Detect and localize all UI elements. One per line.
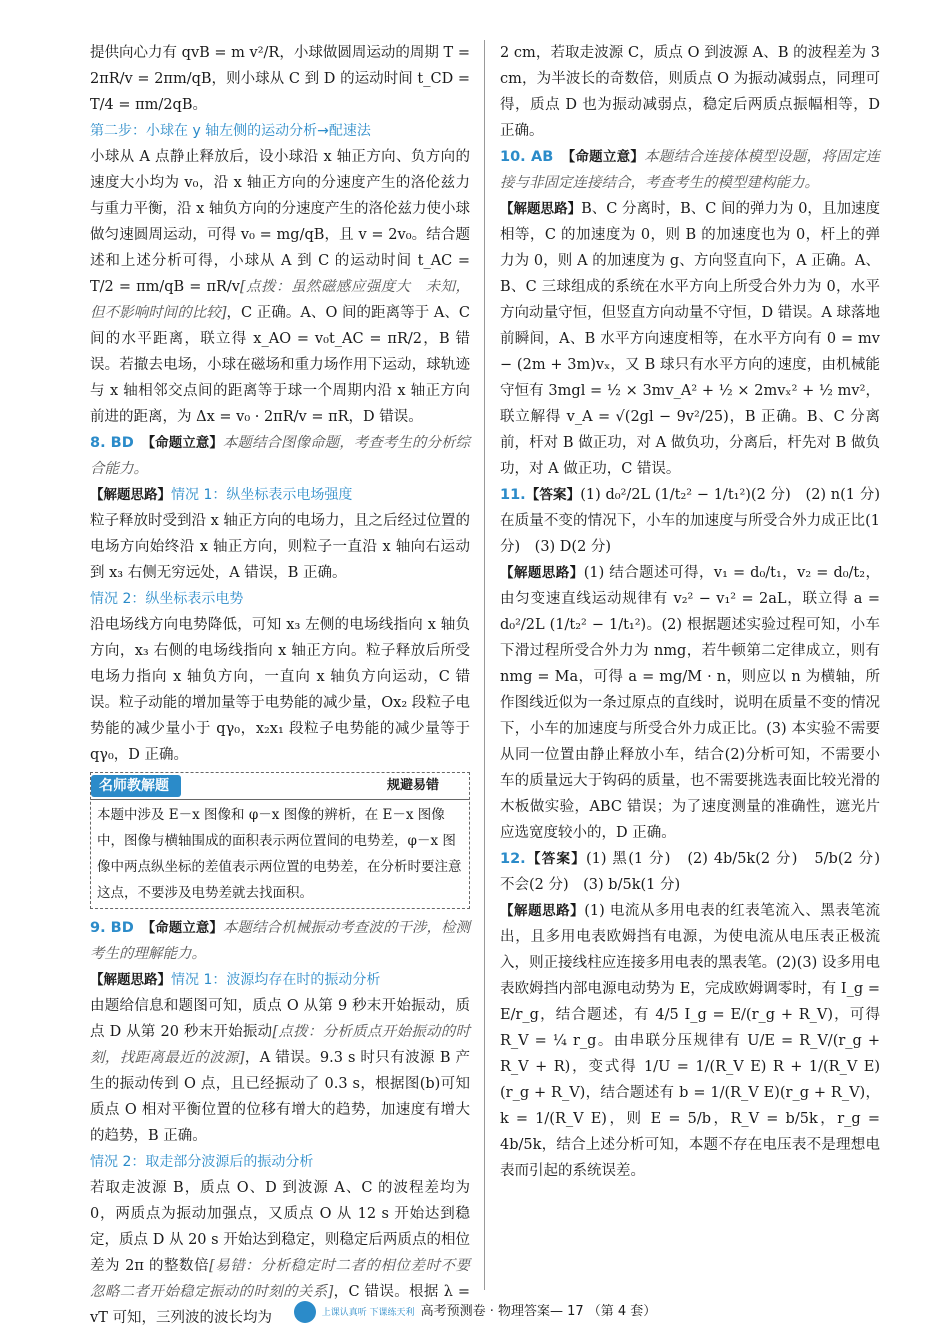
question-number: 11. (500, 487, 526, 503)
question-10-header (500, 144, 880, 196)
answer-text: (1) 黑(1 分) (2) 4b/5k(2 分) 5/b(2 分) 不会(2 分) (3) b/5k(1 分) (500, 851, 895, 893)
hint-note: [易错：分析稳定时二者的相位差时不要忽略二者开始稳定振动的时刻的关系] (90, 1258, 470, 1300)
question-12-answer (500, 846, 895, 898)
paragraph (500, 898, 880, 1184)
hint-note: [点拨：虽然磁感应强度大 未知，但不影响时间的比较] (90, 279, 470, 321)
brand-slogan: 上课认真听 下课练天利 (321, 1308, 415, 1318)
question-number: 8. BD (90, 435, 134, 451)
text: 由题给信息和题图可知，质点 O 从第 9 秒末开始振动，质点 D 从第 20 秒末开始振动 (90, 998, 470, 1040)
intent-tag: 【命题立意】 (568, 149, 645, 165)
idea-tag: 【解题思路】 (90, 972, 171, 988)
text: ，C 正确。A、O 间的距离等于 A、C 间的水平距离，联立得 x_AO = v₀t_AC = πR/2，B 错误。若撤去电场，小球在磁场和重力场作用下运动，球轨迹与 x 轴相邻交点间的距离等于球一个周期内沿 x 轴正方向前进的距离，为 Δx = v₀ · 2πR/v = πR，D 错误。 (90, 305, 470, 425)
paragraph: 2 cm，若取走波源 C，质点 O 到波源 A、B 的波程差为 3 cm，为半波长的奇数倍，则质点 O 为振动减弱点，同理可得，质点 D 也为振动减弱点，稳定后两质点振幅相等，D 正确。 (500, 45, 880, 139)
page-footer (0, 1300, 950, 1323)
case-heading: 情况 1：纵坐标表示电场强度 (171, 487, 353, 503)
idea-tag: 【解题思路】 (500, 201, 582, 217)
paragraph (500, 196, 880, 482)
idea-tag: 【解题思路】 (90, 487, 171, 503)
footer-text: 高考预测卷 · 物理答案— 17 （第 4 套） (420, 1304, 657, 1319)
question-number: 10. AB (500, 149, 554, 165)
column-divider (484, 40, 485, 1290)
tip-box-header (91, 773, 469, 800)
idea-tag: 【解题思路】 (500, 565, 584, 581)
text: B、C 分离时，B、C 间的弹力为 0，且加速度相等，C 的加速度为 0，则 B 的加速度也为 0，杆上的弹力为 0，则 A 的加速度为 g、方向竖直向下，A 正确。A、B、C 三球组成的系统在水平方向上所受合外力为 0，水平方向动量守恒，但竖直方向动量不守恒，D 错误。A 球落地前瞬间，A、B 水平方向速度相等，在水平方向有 0 = mv − (2m + 3m)vₓ，又 B 球只有水平方向的速度，由机械能守恒有 3mgl = ½ × 3mv_A² + ½ × 2mvₓ² + ½ mv²，联立解得 v_A = √(2gl − 9v²/25)，B 正确。B、C 分离前，杆对 B 做正功，对 A 做负功，分离后，杆先对 B 做负功，对 A 做正功，C 错误。 (500, 201, 881, 477)
right-column (500, 40, 895, 1184)
answer-tag: 【答案】 (525, 487, 581, 503)
paragraph: 沿电场线方向电势降低，可知 x₃ 左侧的电场线指向 x 轴负方向，x₃ 右侧的电场线指向 x 轴正方向。粒子释放后所受电场力指向 x 轴负方向，一直向 x 轴负方向运动，C 错误。粒子动能的增加量等于电势能的减少量，Ox₂ 段粒子电势能的减少量小于 qγ₀，x₂x₁ 段粒子电势能的减少量等于 qγ₀，D 正确。 (90, 617, 470, 763)
tip-box-subtitle: 规避易错 (386, 778, 439, 793)
answer-text: (1) d₀²/2L (1/t₂² − 1/t₁²)(2 分) (2) n(1 分) 在质量不变的情况下，小车的加速度与所受合外力成正比(1 分) (3) D(2 分) (500, 487, 895, 555)
left-column (90, 40, 470, 1331)
intent-text: 本题结合连接体模型设题，将固定连接与非固定连接结合，考查考生的模型建构能力。 (500, 149, 881, 191)
solution-line (90, 967, 470, 993)
paragraph (90, 993, 470, 1149)
answer-tag: 【答案】 (525, 851, 587, 867)
step-heading: 第二步：小球在 y 轴左侧的运动分析→配速法 (90, 123, 371, 139)
question-11-answer (500, 482, 895, 560)
case-heading: 情况 2：取走部分波源后的振动分析 (90, 1154, 314, 1170)
text: 小球从 A 点静止释放后，设小球沿 x 轴正方向、负方向的速度大小均为 v₀，沿 x 轴正方向的分速度产生的洛伦兹力与重力平衡，沿 x 轴负方向的分速度产生的洛伦兹力使小球做匀速圆周运动，可得 v₀ = mg/qB，且 v = 2v₀。结合题述和上述分析可得，小球从 A 到 C 的运动时间 t_AC = T/2 = πm/qB = πR/v (90, 149, 470, 295)
intent-tag: 【命题立意】 (148, 920, 223, 936)
intent-text: 本题结合机械振动考查波的干涉，检测考生的理解能力。 (90, 920, 471, 962)
intent-tag: 【命题立意】 (148, 435, 223, 451)
teacher-tip-box (90, 772, 470, 909)
text: ，C 错误。根据 λ = vT 可知，三列波的波长均为 (90, 1284, 471, 1326)
paragraph: 提供向心力有 qvB = m v²/R，小球做圆周运动的周期 T = 2πR/v = 2πm/qB，则小球从 C 到 D 的运动时间 t_CD = T/4 = πm/2qB。 (90, 45, 470, 113)
paragraph (90, 144, 470, 430)
tip-box-body: 本题中涉及 E－x 图像和 φ－x 图像的辨析，在 E－x 图像中，图像与横轴围成的面积表示两位置间的电势差，φ－x 图像中两点纵坐标的差值表示两位置的电势差，在分析时要注意这点，不要涉及电势差就去找面积。 (97, 807, 462, 901)
case-heading: 情况 2：纵坐标表示电势 (90, 591, 244, 607)
tip-box-title: 名师教解题 (91, 775, 181, 797)
intent-text: 本题结合图像命题，考查考生的分析综合能力。 (90, 435, 471, 477)
brand-logo-icon (294, 1301, 316, 1323)
text: ，A 错误。9.3 s 时只有波源 B 产生的振动传到 O 点，且已经振动了 0.3 s，根据图(b)可知质点 O 相对平衡位置的位移有增大的趋势，加速度有增大的趋势，B 正确。 (90, 1050, 470, 1144)
question-number: 12. (500, 851, 526, 867)
question-9-header (90, 915, 470, 967)
solution-line (90, 482, 470, 508)
paragraph: 粒子释放时受到沿 x 轴正方向的电场力，且之后经过位置的电场方向始终沿 x 轴正方向，则粒子一直沿 x 轴向右运动到 x₃ 右侧无穷远处，A 错误，B 正确。 (90, 513, 470, 581)
hint-note: [点拨：分析质点开始振动的时刻，找距离最近的波源] (90, 1024, 471, 1066)
paragraph (500, 560, 880, 846)
text: (1) 结合题述可得，v₁ = d₀/t₁，v₂ = d₀/t₂，由匀变速直线运动规律有 v₂² − v₁² = 2aL，联立得 a = d₀²/2L (1/t₂² − 1/t₁²)。(2) 根据题述实验过程可知，小车下滑过程所受合外力为 nmg，若牛顿第二定律成立，则有 nmg = Ma，可得 a = mg/M · n，则应以 n 为横轴，所作图线近似为一条过原点的直线时，说明在质量不变的情况下，小车的加速度与所受合外力成正比。(3) 本实验不需要从同一位置由静止释放小车，结合(2)分析可知，不需要小车的质量远大于钩码的质量，也不需要挑选表面比较光滑的木板做实验，ABC 错误；为了速度测量的准确性，遮光片应选宽度较小的，D 正确。 (500, 565, 881, 841)
case-heading: 情况 1：波源均存在时的振动分析 (171, 972, 381, 988)
question-number: 9. BD (90, 920, 134, 936)
text: 若取走波源 B，质点 O、D 到波源 A、C 的波程差均为 0，两质点为振动加强点，又质点 O 从 12 s 开始达到稳定，质点 D 从 20 s 开始达到稳定，则稳定后两质点的相位差为 2π 的整数倍 (90, 1180, 470, 1274)
text: (1) 电流从多用电表的红表笔流入、黑表笔流出，且多用电表欧姆挡有电源，为使电流从电压表正极流入，则正接线柱应连接多用电表的黑表笔。(2)(3) 设多用电表欧姆挡内部电源电动势为 E，完成欧姆调零时，有 I_g = E/r_g，结合题述，有 4/5 I_g = E/(r_g + R_V)，可得 R_V = ¼ r_g。由串联分压规律有 U/E = R_V/(r_g + R_V + R)，变式得 1/U = 1/(R_V E) R + 1/(R_V E)(r_g + R_V)，结合题述有 b = 1/(R_V E)(r_g + R_V)，k = 1/(R_V E)，则 E = 5/b，R_V = b/5k，r_g = 4b/5k，结合上述分析可知，本题不存在电压表不是理想电表而引起的系统误差。 (500, 903, 880, 1179)
idea-tag: 【解题思路】 (500, 903, 585, 919)
question-8-header (90, 430, 470, 482)
